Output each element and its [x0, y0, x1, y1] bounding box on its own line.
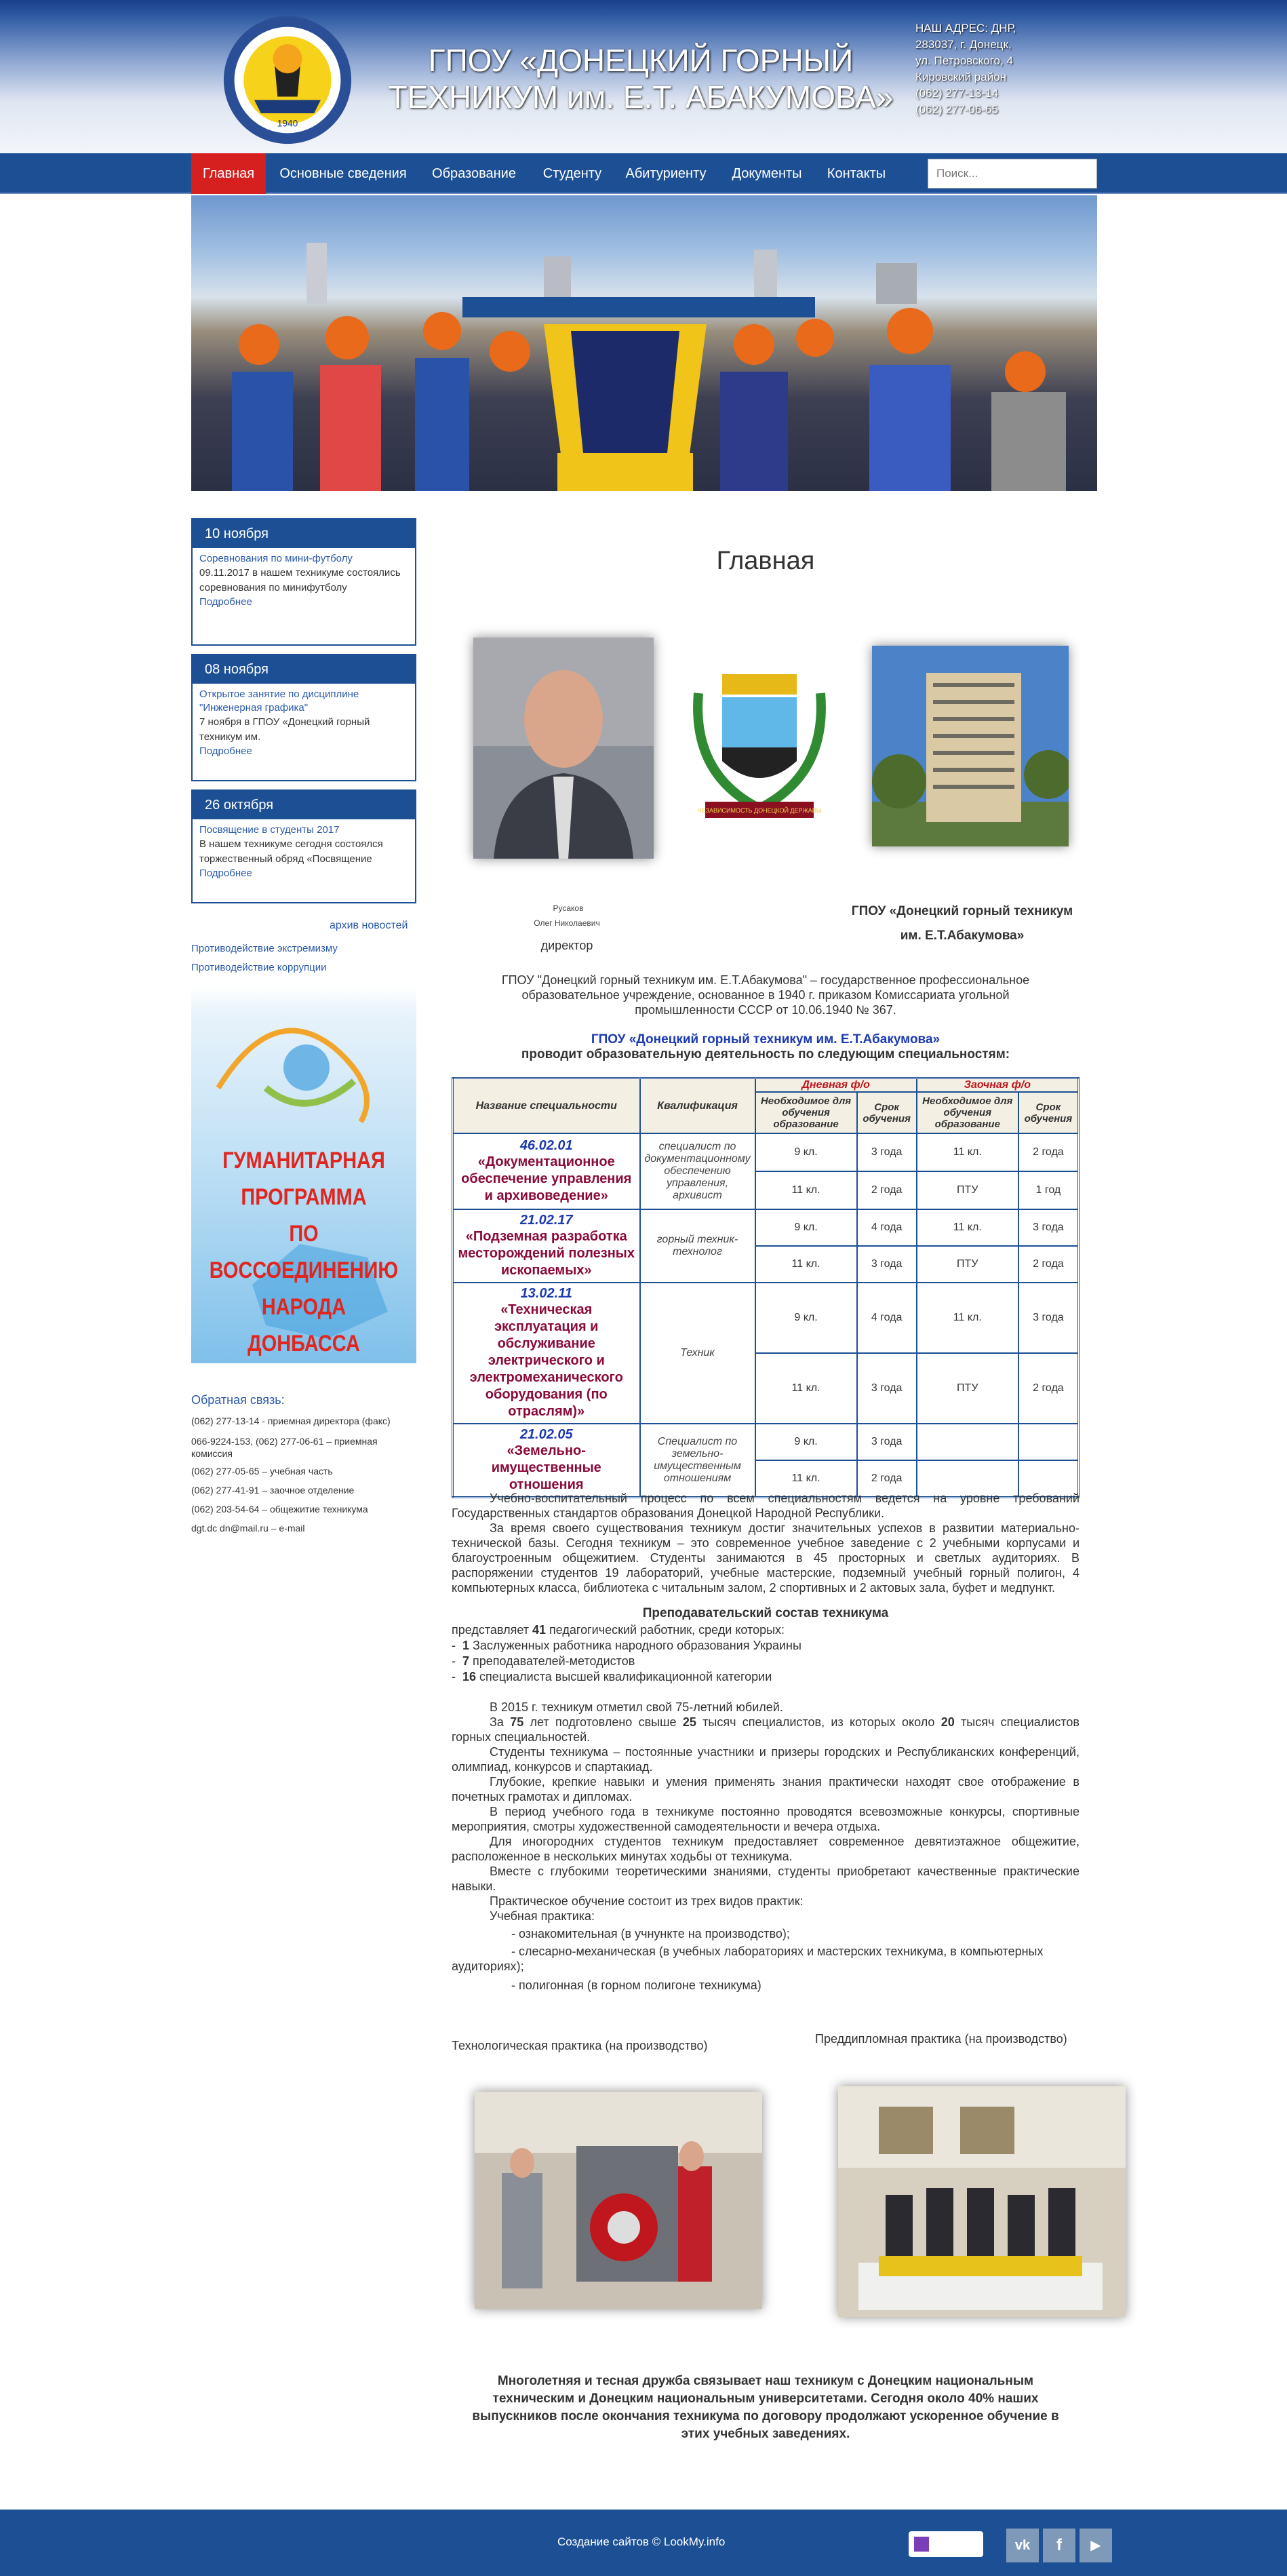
- news-excerpt: В нашем техникуме сегодня состоялся торжественный обряд «Посвящение: [199, 838, 383, 865]
- text-span: преподавателей-методистов: [469, 1654, 635, 1668]
- promo-line: ПО ВОССОЕДИНЕНИЮ: [209, 1221, 399, 1283]
- site-title-line1: ГПОУ «ДОНЕЦКИЙ ГОРНЫЙ: [428, 43, 854, 78]
- hero-banner: [191, 195, 1097, 491]
- table-cell: 2 года: [1018, 1133, 1079, 1171]
- table-cell: 2 года: [857, 1460, 917, 1498]
- page-title: Главная: [716, 547, 815, 575]
- promo-text: [208, 1142, 399, 1362]
- promo-line: НАРОДА ДОНБАССА: [248, 1294, 360, 1357]
- facebook-icon[interactable]: f: [1043, 2529, 1075, 2562]
- practice-item: - ознакомительная (в учнунктe на производство);: [511, 1927, 790, 1940]
- spec-name: «Документационное обеспечение управления и архивоведение»: [461, 1154, 632, 1203]
- news-card: [191, 518, 416, 646]
- table-header: Необходимое для обучения образование: [755, 1092, 857, 1133]
- spec-code: 21.02.17: [519, 1213, 573, 1228]
- address-line: Кировский район: [915, 71, 1007, 83]
- news-title-link[interactable]: Соревнования по мини-футболу: [199, 553, 353, 564]
- paragraph: В 2015 г. техникум отметил свой 75-летний юбилей.: [490, 1700, 783, 1714]
- table-cell: 3 года: [1018, 1209, 1079, 1246]
- table-header: Срок обучения: [857, 1092, 917, 1133]
- number: 25: [682, 1715, 696, 1729]
- staff-count: 16: [462, 1670, 477, 1683]
- spec-qualification: Специалист по земельно-имущественным отношениям: [640, 1424, 755, 1498]
- nav-about[interactable]: Основные сведения: [279, 166, 407, 181]
- staff-item: - 7 преподавателей-методистов: [452, 1654, 635, 1668]
- feedback-item: 066-9224-153, (062) 277-06-61 – приемная комиссия: [191, 1436, 378, 1459]
- table-cell: 11 кл.: [755, 1246, 857, 1283]
- news-excerpt: 7 ноября в ГПОУ «Донецкий горный техникум им.: [199, 716, 370, 743]
- feedback-item: (062) 277-41-91 – заочное отделение: [191, 1485, 355, 1496]
- staff-list: [452, 1622, 1080, 1685]
- table-cell: 9 кл.: [755, 1283, 857, 1353]
- spec-qualification: Техник: [640, 1283, 755, 1424]
- news-more-link[interactable]: Подробнее: [199, 745, 252, 757]
- address-line: НАШ АДРЕС: ДНР,: [915, 22, 1016, 35]
- table-header: Квалификация: [640, 1078, 755, 1134]
- practice-item: - полигонная (в горном полигоне техникума): [511, 1978, 761, 1992]
- logo-year: 1940: [277, 118, 298, 129]
- table-cell: 2 года: [1018, 1246, 1079, 1283]
- nav-applicant[interactable]: Абитуриенту: [625, 166, 707, 181]
- school-caption-line: ГПОУ «Донецкий горный техникум: [851, 904, 1073, 918]
- text-span: тысяч специалистов, из которых около: [696, 1715, 941, 1729]
- emblem-motto: НЕЗАВИСИМОСТЬ ДОНЕЦКОЙ ДЕРЖАВЫ: [697, 807, 822, 814]
- intro-text: ГПОУ "Донецкий горный техникум им. Е.Т.Абакумова" – государственное профессиональное образовательное учреждение, основанное в 1940 г. приказом Комиссариата угольной промышленности СССР от 10.06.1940 № 367.: [501, 973, 1030, 1017]
- news-title-link[interactable]: Открытое занятие по дисциплине "Инженерная графика": [199, 688, 359, 714]
- spec-code: 21.02.05: [519, 1427, 573, 1442]
- lookmy-logo-icon: [914, 2537, 929, 2552]
- promo-line: ГУМАНИТАРНАЯ: [222, 1148, 385, 1173]
- nav-education[interactable]: Образование: [432, 166, 516, 181]
- spec-qualification: горный техник-технолог: [640, 1209, 755, 1283]
- table-cell: 3 года: [857, 1424, 917, 1460]
- youtube-icon[interactable]: ▶: [1080, 2529, 1112, 2562]
- table-cell: ПТУ: [917, 1246, 1018, 1283]
- banner-photo: [191, 195, 1097, 491]
- text-span: лет подготовлено свыше: [523, 1715, 683, 1729]
- specialties-heading: [452, 1032, 1080, 1062]
- paragraph: Вместе с глубокими теоретическими знаниями, студенты приобретают качественные практические навыки.: [452, 1865, 1080, 1893]
- table-header: Дневная ф/о: [755, 1078, 917, 1093]
- prediploma-practice-photo: [838, 2086, 1126, 2317]
- table-cell: 9 кл.: [755, 1133, 857, 1171]
- nav-home[interactable]: Главная: [191, 153, 266, 194]
- humanitarian-program-banner[interactable]: [191, 986, 416, 1363]
- text-span: педагогический работник, среди которых:: [546, 1623, 785, 1637]
- site-header: [0, 0, 1287, 153]
- table-cell: 11 кл.: [917, 1209, 1018, 1246]
- table-cell: 11 кл.: [755, 1460, 857, 1498]
- table-row: [453, 1424, 1079, 1460]
- table-header: Название специальности: [453, 1078, 640, 1134]
- news-date: 26 октября: [193, 791, 415, 819]
- paragraph: Учебно-воспитательный процесс по всем специальностям ведется на уровне требований Государственных стандартов образования Донецкой Народной Республики.: [452, 1491, 1080, 1520]
- table-cell: 2 года: [1018, 1353, 1079, 1424]
- staff-item: - 1 Заслуженных работника народного образования Украины: [452, 1639, 801, 1652]
- director-role: директор: [540, 939, 593, 952]
- table-cell: 11 кл.: [917, 1283, 1018, 1353]
- history-text: [452, 1700, 1080, 1993]
- nav-student[interactable]: Студенту: [542, 166, 602, 181]
- practice-item: - слесарно-механическая (в учебных лабораториях и мастерских техникума, в компьютерных аудиториях);: [452, 1945, 1044, 1973]
- specialties-heading-line: ГПОУ «Донецкий горный техникум им. Е.Т.Абакумова»: [591, 1032, 941, 1047]
- search-input[interactable]: [928, 159, 1097, 189]
- staff-count: 41: [532, 1623, 547, 1637]
- main-nav: [0, 153, 1287, 194]
- footer-credit[interactable]: Создание сайтов © LookMy.info: [557, 2535, 726, 2548]
- table-cell: 11 кл.: [755, 1171, 857, 1209]
- table-header: Необходимое для обучения образование: [917, 1092, 1018, 1133]
- staff-count: 7: [462, 1654, 470, 1668]
- nav-contacts[interactable]: Контакты: [827, 166, 886, 181]
- table-cell: 9 кл.: [755, 1209, 857, 1246]
- paragraph: Студенты техникума – постоянные участники и призеры городских и Республиканских конференций, олимпиад, конкурсов и спартакиад.: [452, 1745, 1080, 1774]
- spec-name: «Земельно-имущественные отношения: [491, 1443, 601, 1492]
- number: 20: [941, 1715, 955, 1729]
- table-cell: [1018, 1424, 1079, 1460]
- table-cell: 1 год: [1018, 1171, 1079, 1209]
- news-date: 10 ноября: [193, 520, 415, 548]
- news-title-link[interactable]: Посвящение в студенты 2017: [199, 824, 340, 836]
- anti-corruption-link[interactable]: Противодействие коррупции: [191, 962, 327, 973]
- dpr-emblem: [685, 666, 834, 827]
- table-cell: 4 года: [857, 1209, 917, 1246]
- table-cell: [917, 1424, 1018, 1460]
- site-title: [380, 42, 902, 115]
- table-cell: 3 года: [857, 1133, 917, 1171]
- address-block: [915, 20, 1051, 118]
- tech-practice-caption: Технологическая практика (на производство): [452, 2039, 708, 2052]
- table-row: [453, 1133, 1079, 1171]
- spec-qualification: специалист по документационному обеспечению управления, архивист: [640, 1133, 755, 1209]
- building-photo: [872, 646, 1069, 846]
- spec-code: 46.02.01: [519, 1138, 573, 1153]
- site-footer: [0, 2510, 1287, 2576]
- text-span: специалиста высшей квалификационной категории: [476, 1670, 772, 1683]
- table-row: [453, 1209, 1079, 1246]
- table-cell: 3 года: [857, 1353, 917, 1424]
- paragraph: [452, 1715, 1080, 1744]
- table-cell: 3 года: [857, 1246, 917, 1283]
- table-row: [453, 1283, 1079, 1353]
- table-cell: ПТУ: [917, 1171, 1018, 1209]
- specialties-heading-line: проводит образовательную деятельность по следующим специальностям:: [521, 1047, 1010, 1061]
- director-patronymic: Олег Николаевич: [534, 918, 600, 928]
- spec-code: 13.02.11: [520, 1286, 572, 1301]
- table-cell: 11 кл.: [917, 1133, 1018, 1171]
- feedback-email[interactable]: dgt.dc dn@mail.ru – e-mail: [191, 1523, 305, 1534]
- feedback-item: (062) 277-05-65 – учебная часть: [191, 1466, 333, 1477]
- paragraph: За время своего существования техникум достиг значительных успехов в развитии материально-технической базы. Сегодня техникум – это современное учебное заведение с 2 учебными корпусами и благоустроенным общежитием. Студенты занимаются в 45 просторных и светлых аудиториях. В распоряжении студентов 19 лабораторий, учебные мастерские, подземный учебный горный полигон, 4 компьютерных класса, библиотека с читальным залом, 2 спортивных и 2 актовых зала, буфет и медпункт.: [452, 1521, 1080, 1595]
- lookmy-badge[interactable]: [909, 2531, 983, 2557]
- text-span: Заслуженных работника народного образования Украины: [469, 1639, 801, 1652]
- specialties-table: [452, 1077, 1080, 1498]
- school-caption-line: им. Е.Т.Абакумова»: [900, 929, 1025, 943]
- body-text: [452, 1491, 1080, 1595]
- anti-extremism-link[interactable]: Противодействие экстремизму: [191, 943, 338, 954]
- tech-practice-photo: [475, 2092, 762, 2309]
- news-date: 08 ноября: [193, 655, 415, 684]
- nav-documents[interactable]: Документы: [732, 166, 802, 181]
- site-title-line2: ТЕХНИКУМ им. Е.Т. АБАКУМОВА»: [388, 79, 894, 115]
- paragraph: В период учебного года в техникуме постоянно проводятся всевозможные конкурсы, спортивные мероприятия, смотры художественной самодеятельности и вечера отдыха.: [452, 1805, 1080, 1833]
- director-surname: Русаков: [553, 903, 584, 913]
- closing-text: Многолетняя и тесная дружба связывает наш техникум с Донецким национальным техническим и Донецким национальным университетами. Сегодня около 40% наших выпускников после окончания техникума по договору продолжают ускоренное обучение в этих учебных заведениях.: [472, 2374, 1059, 2441]
- spec-name: «Подземная разработка месторождений полезных ископаемых»: [458, 1229, 635, 1278]
- feedback-item: (062) 203-54-64 – общежитие техникума: [191, 1504, 368, 1515]
- paragraph: Практическое обучение состоит из трех видов практик:: [490, 1894, 804, 1908]
- staff-intro: [452, 1622, 1080, 1638]
- address-line: ул. Петровского, 4: [915, 54, 1013, 67]
- prediploma-practice-caption: Преддипломная практика (на производство): [815, 2032, 1067, 2046]
- table-cell: 3 года: [1018, 1283, 1079, 1353]
- news-card: [191, 789, 416, 903]
- table-cell: 11 кл.: [755, 1353, 857, 1424]
- director-photo: [473, 638, 654, 859]
- phone-line[interactable]: (062) 277-13-14: [915, 87, 998, 100]
- news-archive-link[interactable]: архив новостей: [330, 920, 408, 931]
- text-span: тысяч специалистов горных специальностей.: [452, 1715, 1080, 1744]
- table-cell: 9 кл.: [755, 1424, 857, 1460]
- news-more-link[interactable]: Подробнее: [199, 596, 252, 608]
- number: 75: [510, 1715, 524, 1729]
- feedback-item: (062) 277-13-14 - приемная директора (факс): [191, 1416, 391, 1426]
- address-line: 283037, г. Донецк,: [915, 38, 1012, 51]
- staff-item: - 16 специалиста высшей квалификационной категории: [452, 1670, 772, 1683]
- news-more-link[interactable]: Подробнее: [199, 867, 252, 879]
- paragraph: Глубокие, крепкие навыки и умения применять знания практически находят свое отображение в почетных грамотах и дипломах.: [452, 1775, 1080, 1803]
- paragraph: Для иногородних студентов техникум предоставляет современное девятиэтажное общежитие, расположенное в нескольких минутах ходьбы от техникума.: [452, 1835, 1080, 1863]
- paragraph: Учебная практика:: [490, 1909, 595, 1923]
- table-header: Заочная ф/о: [917, 1078, 1079, 1093]
- phone-line[interactable]: (062) 277-06-65: [915, 103, 998, 116]
- staff-count: 1: [462, 1639, 470, 1652]
- table-header: Срок обучения: [1018, 1092, 1079, 1133]
- feedback-title: Обратная связь:: [191, 1393, 285, 1407]
- table-cell: ПТУ: [917, 1353, 1018, 1424]
- staff-heading: Преподавательский состав техникума: [642, 1606, 889, 1620]
- table-cell: 4 года: [857, 1283, 917, 1353]
- school-caption: [845, 899, 1080, 948]
- text-span: За: [490, 1715, 511, 1729]
- vk-icon[interactable]: vk: [1006, 2529, 1039, 2562]
- table-cell: 2 года: [857, 1171, 917, 1209]
- spec-name: «Техническая эксплуатация и обслуживание электрического и электромеханического оборудования (по отраслям)»: [469, 1302, 623, 1419]
- college-logo[interactable]: [221, 14, 354, 147]
- news-excerpt: 09.11.2017 в нашем техникуме состоялись соревнования по минифутболу: [199, 567, 401, 593]
- promo-line: ПРОГРАММА: [241, 1184, 367, 1210]
- news-card: [191, 654, 416, 781]
- text-span: представляет: [452, 1623, 532, 1637]
